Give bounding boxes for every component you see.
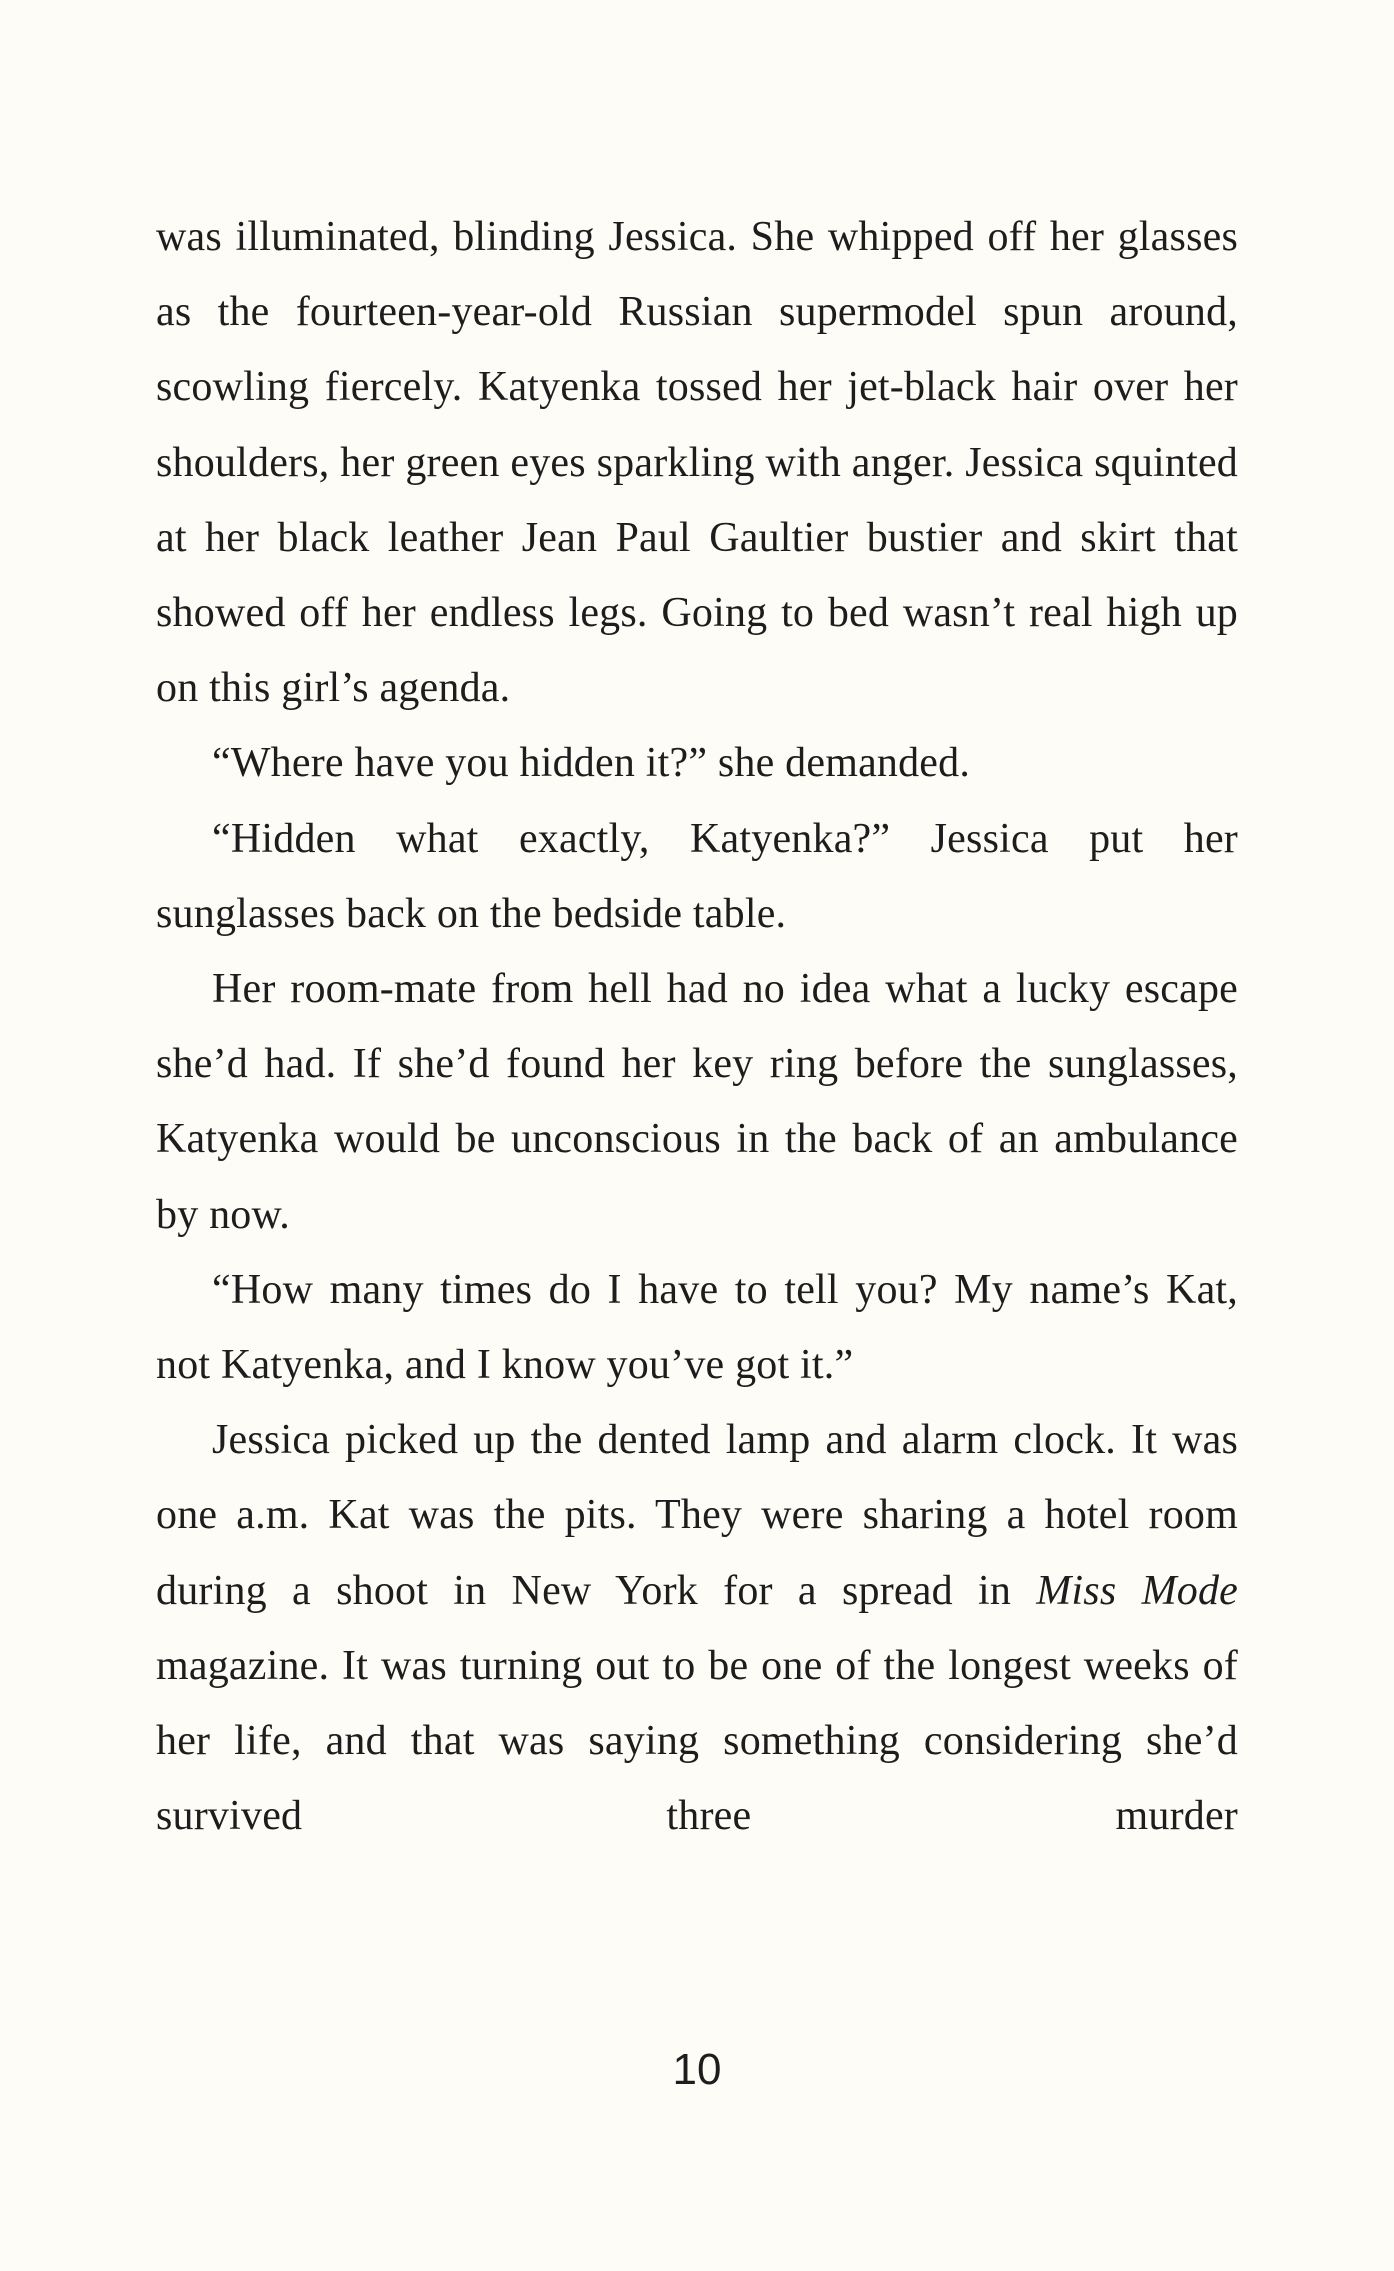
body-text: [156, 200, 1238, 1854]
paragraph-4: Her room-mate from hell had no idea what a lucky escape she’d had. If she’d found her key ring before the sunglasses, Katyenka would be unconscious in the back of an ambulance by now.: [156, 966, 1238, 1238]
paragraph-1: was illuminated, blinding Jessica. She whipped off her glasses as the fourteen-year-old Russian supermodel spun around, scowling fiercely. Katyenka tossed her jet-black hair over her shoulders, her green eyes sparkling with anger. Jessica squinted at her black leather Jean Paul Gaultier bustier and skirt that showed off her endless legs. Going to bed wasn’t real high up on this girl’s agenda.: [156, 214, 1238, 712]
paragraph-6-part-1: Jessica picked up the dented lamp and alarm clock. It was one a.m. Kat was the pits. They were sharing a hotel room during a shoot in New York for a spread in: [156, 1417, 1238, 1614]
paragraph-5: “How many times do I have to tell you? My name’s Kat, not Katyenka, and I know you’ve got it.”: [156, 1266, 1238, 1389]
paragraph-3: “Hidden what exactly, Katyenka?” Jessica put her sunglasses back on the bedside table.: [156, 815, 1238, 937]
paragraph-6: [156, 1403, 1238, 1854]
page-number: 10: [672, 2045, 722, 2094]
paragraph-2: “Where have you hidden it?” she demanded.: [212, 740, 971, 787]
magazine-title: Miss Mode: [1036, 1567, 1238, 1614]
paragraph-6-part-2: magazine. It was turning out to be one of the longest weeks of her life, and that was saying something considering she’d survived three murder: [156, 1642, 1238, 1840]
